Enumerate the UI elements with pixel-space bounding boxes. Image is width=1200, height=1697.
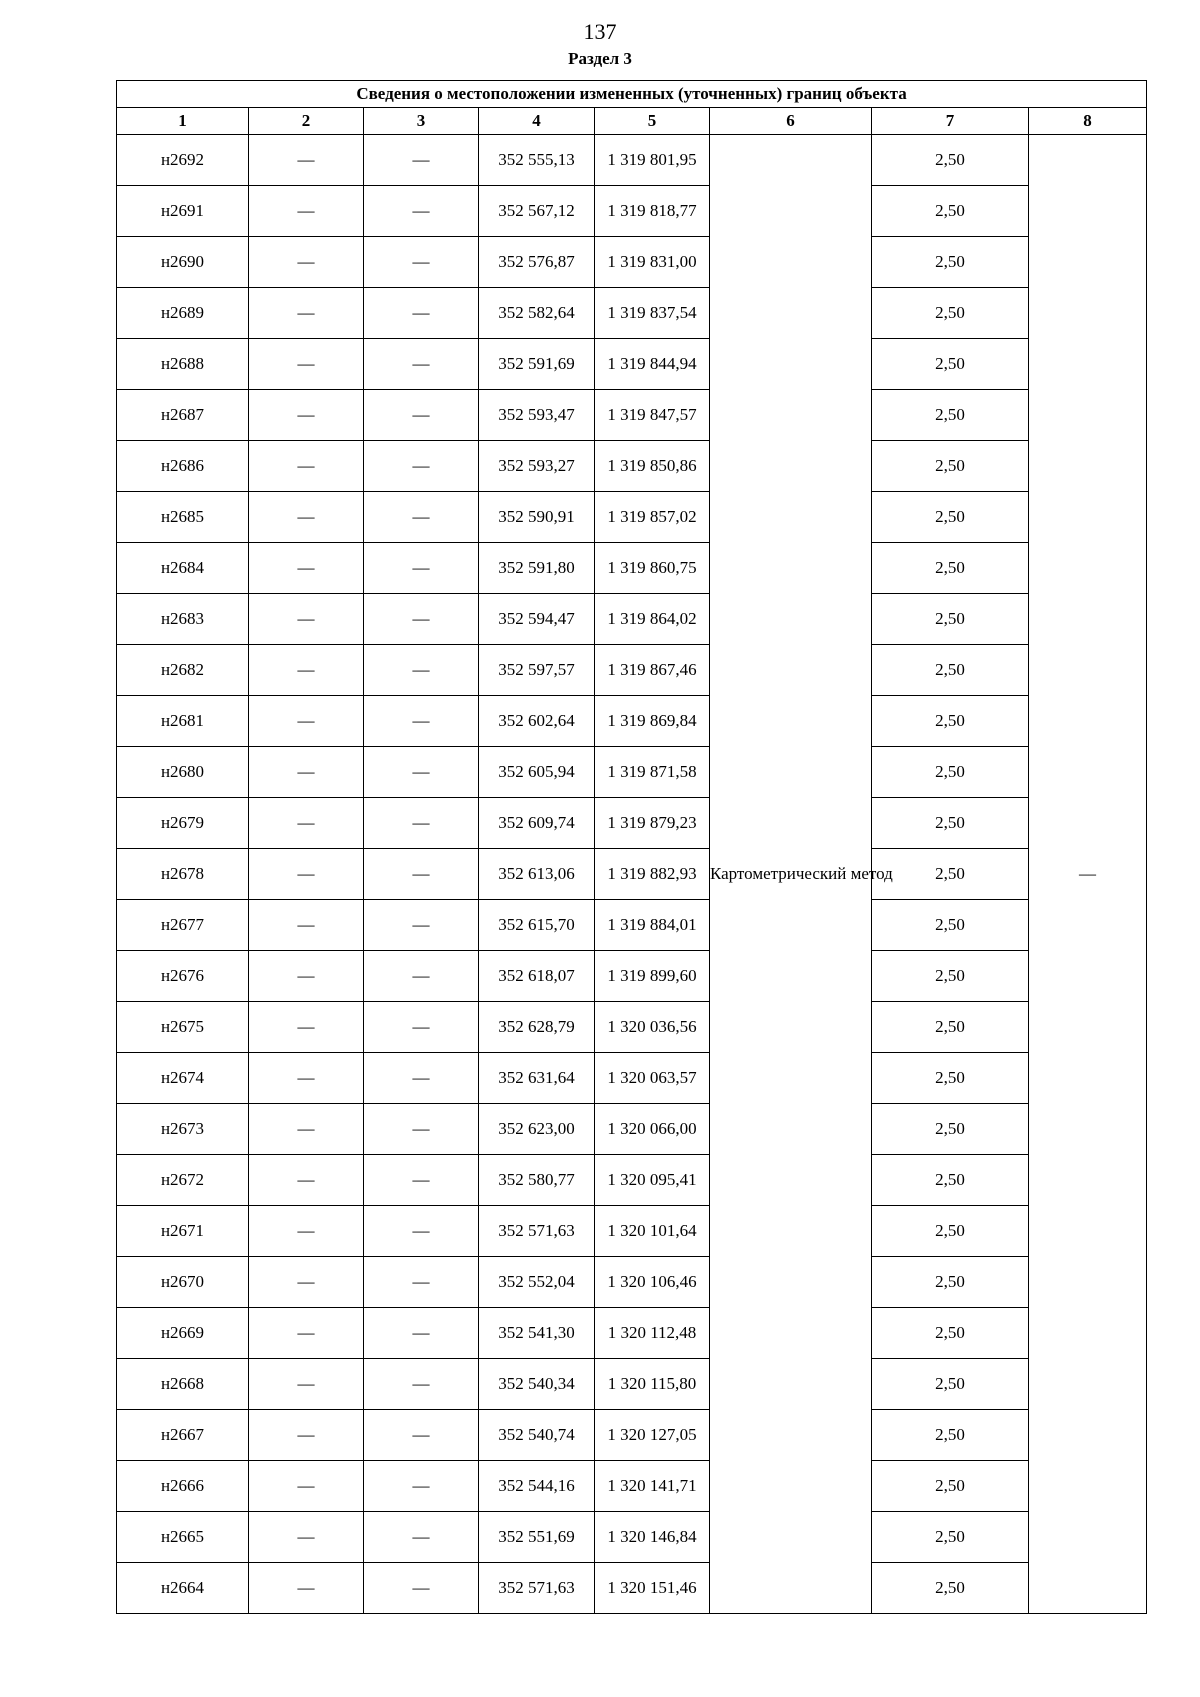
column-3-cell: — xyxy=(364,1359,479,1410)
x-coordinate-cell: 352 597,57 xyxy=(479,645,595,696)
column-2-cell: — xyxy=(249,1206,364,1257)
table-row xyxy=(117,288,1147,339)
y-coordinate-cell: 1 319 857,02 xyxy=(595,492,710,543)
x-coordinate-cell: 352 605,94 xyxy=(479,747,595,798)
y-coordinate-cell: 1 320 112,48 xyxy=(595,1308,710,1359)
table-row xyxy=(117,237,1147,288)
column-2-cell: — xyxy=(249,849,364,900)
point-name-cell: н2692 xyxy=(117,135,249,186)
point-name-cell: н2665 xyxy=(117,1512,249,1563)
x-coordinate-cell: 352 567,12 xyxy=(479,186,595,237)
table-row xyxy=(117,1512,1147,1563)
column-3-cell: — xyxy=(364,1512,479,1563)
table-row xyxy=(117,645,1147,696)
y-coordinate-cell: 1 320 101,64 xyxy=(595,1206,710,1257)
column-number-8: 8 xyxy=(1029,108,1147,135)
column-3-cell: — xyxy=(364,798,479,849)
point-name-cell: н2673 xyxy=(117,1104,249,1155)
table-row xyxy=(117,1104,1147,1155)
table-row xyxy=(117,951,1147,1002)
accuracy-cell: 2,50 xyxy=(872,594,1029,645)
column-3-cell: — xyxy=(364,1257,479,1308)
column-2-cell: — xyxy=(249,237,364,288)
column-2-cell: — xyxy=(249,1002,364,1053)
table-title: Сведения о местоположении измененных (уточненных) границ объекта xyxy=(117,81,1147,108)
x-coordinate-cell: 352 582,64 xyxy=(479,288,595,339)
point-name-cell: н2680 xyxy=(117,747,249,798)
y-coordinate-cell: 1 320 036,56 xyxy=(595,1002,710,1053)
column-number-5: 5 xyxy=(595,108,710,135)
accuracy-cell: 2,50 xyxy=(872,951,1029,1002)
y-coordinate-cell: 1 320 115,80 xyxy=(595,1359,710,1410)
y-coordinate-cell: 1 319 879,23 xyxy=(595,798,710,849)
x-coordinate-cell: 352 623,00 xyxy=(479,1104,595,1155)
accuracy-cell: 2,50 xyxy=(872,1155,1029,1206)
x-coordinate-cell: 352 580,77 xyxy=(479,1155,595,1206)
column-number-6: 6 xyxy=(710,108,872,135)
x-coordinate-cell: 352 628,79 xyxy=(479,1002,595,1053)
column-3-cell: — xyxy=(364,390,479,441)
accuracy-cell: 2,50 xyxy=(872,339,1029,390)
column-2-cell: — xyxy=(249,645,364,696)
x-coordinate-cell: 352 594,47 xyxy=(479,594,595,645)
point-name-cell: н2684 xyxy=(117,543,249,594)
accuracy-cell: 2,50 xyxy=(872,747,1029,798)
accuracy-cell: 2,50 xyxy=(872,1206,1029,1257)
column-2-cell: — xyxy=(249,390,364,441)
column-2-cell: — xyxy=(249,594,364,645)
table-row xyxy=(117,1563,1147,1614)
column-3-cell: — xyxy=(364,849,479,900)
y-coordinate-cell: 1 320 095,41 xyxy=(595,1155,710,1206)
column-2-cell: — xyxy=(249,1257,364,1308)
column-2-cell: — xyxy=(249,696,364,747)
x-coordinate-cell: 352 571,63 xyxy=(479,1563,595,1614)
table-row xyxy=(117,1206,1147,1257)
table-row xyxy=(117,492,1147,543)
table-row xyxy=(117,798,1147,849)
table-row xyxy=(117,747,1147,798)
accuracy-cell: 2,50 xyxy=(872,543,1029,594)
accuracy-cell: 2,50 xyxy=(872,186,1029,237)
column-2-cell: — xyxy=(249,186,364,237)
accuracy-cell: 2,50 xyxy=(872,441,1029,492)
accuracy-cell: 2,50 xyxy=(872,135,1029,186)
y-coordinate-cell: 1 320 066,00 xyxy=(595,1104,710,1155)
point-name-cell: н2667 xyxy=(117,1410,249,1461)
column-3-cell: — xyxy=(364,1206,479,1257)
y-coordinate-cell: 1 319 847,57 xyxy=(595,390,710,441)
table-row xyxy=(117,441,1147,492)
column-2-cell: — xyxy=(249,339,364,390)
table-row xyxy=(117,849,1147,900)
x-coordinate-cell: 352 591,69 xyxy=(479,339,595,390)
table-row xyxy=(117,1461,1147,1512)
table-row xyxy=(117,900,1147,951)
column-3-cell: — xyxy=(364,1104,479,1155)
column-3-cell: — xyxy=(364,645,479,696)
column-2-cell: — xyxy=(249,951,364,1002)
accuracy-cell: 2,50 xyxy=(872,1053,1029,1104)
column-3-cell: — xyxy=(364,747,479,798)
column-3-cell: — xyxy=(364,186,479,237)
column-3-cell: — xyxy=(364,900,479,951)
x-coordinate-cell: 352 544,16 xyxy=(479,1461,595,1512)
table-row xyxy=(117,543,1147,594)
point-name-cell: н2687 xyxy=(117,390,249,441)
table-body xyxy=(117,135,1147,1614)
accuracy-cell: 2,50 xyxy=(872,645,1029,696)
point-name-cell: н2677 xyxy=(117,900,249,951)
x-coordinate-cell: 352 590,91 xyxy=(479,492,595,543)
x-coordinate-cell: 352 613,06 xyxy=(479,849,595,900)
y-coordinate-cell: 1 319 884,01 xyxy=(595,900,710,951)
x-coordinate-cell: 352 631,64 xyxy=(479,1053,595,1104)
column-3-cell: — xyxy=(364,339,479,390)
column-2-cell: — xyxy=(249,1461,364,1512)
y-coordinate-cell: 1 319 869,84 xyxy=(595,696,710,747)
column-3-cell: — xyxy=(364,1155,479,1206)
y-coordinate-cell: 1 319 850,86 xyxy=(595,441,710,492)
x-coordinate-cell: 352 540,74 xyxy=(479,1410,595,1461)
y-coordinate-cell: 1 319 831,00 xyxy=(595,237,710,288)
accuracy-cell: 2,50 xyxy=(872,1563,1029,1614)
column-2-cell: — xyxy=(249,798,364,849)
accuracy-cell: 2,50 xyxy=(872,849,1029,900)
point-name-cell: н2688 xyxy=(117,339,249,390)
table-row xyxy=(117,594,1147,645)
y-coordinate-cell: 1 320 106,46 xyxy=(595,1257,710,1308)
column-number-2: 2 xyxy=(249,108,364,135)
point-name-cell: н2691 xyxy=(117,186,249,237)
y-coordinate-cell: 1 319 801,95 xyxy=(595,135,710,186)
y-coordinate-cell: 1 319 867,46 xyxy=(595,645,710,696)
point-name-cell: н2675 xyxy=(117,1002,249,1053)
x-coordinate-cell: 352 555,13 xyxy=(479,135,595,186)
y-coordinate-cell: 1 320 141,71 xyxy=(595,1461,710,1512)
table-row xyxy=(117,339,1147,390)
column-3-cell: — xyxy=(364,1410,479,1461)
column-2-cell: — xyxy=(249,1053,364,1104)
x-coordinate-cell: 352 571,63 xyxy=(479,1206,595,1257)
column-3-cell: — xyxy=(364,1461,479,1512)
column-3-cell: — xyxy=(364,1563,479,1614)
point-name-cell: н2674 xyxy=(117,1053,249,1104)
column-2-cell: — xyxy=(249,1359,364,1410)
table-row xyxy=(117,1053,1147,1104)
table-row xyxy=(117,390,1147,441)
table-row xyxy=(117,1359,1147,1410)
point-name-cell: н2689 xyxy=(117,288,249,339)
y-coordinate-cell: 1 319 882,93 xyxy=(595,849,710,900)
column-3-cell: — xyxy=(364,543,479,594)
y-coordinate-cell: 1 320 151,46 xyxy=(595,1563,710,1614)
table-row xyxy=(117,1410,1147,1461)
column-2-cell: — xyxy=(249,1308,364,1359)
column-2-cell: — xyxy=(249,288,364,339)
column-2-cell: — xyxy=(249,1155,364,1206)
column-3-cell: — xyxy=(364,951,479,1002)
y-coordinate-cell: 1 319 818,77 xyxy=(595,186,710,237)
point-name-cell: н2670 xyxy=(117,1257,249,1308)
column-3-cell: — xyxy=(364,135,479,186)
method-cell: Картометрический метод xyxy=(710,135,872,1614)
x-coordinate-cell: 352 618,07 xyxy=(479,951,595,1002)
x-coordinate-cell: 352 552,04 xyxy=(479,1257,595,1308)
column-number-1: 1 xyxy=(117,108,249,135)
column-2-cell: — xyxy=(249,900,364,951)
y-coordinate-cell: 1 319 844,94 xyxy=(595,339,710,390)
page-number: 137 xyxy=(583,19,617,44)
y-coordinate-cell: 1 319 860,75 xyxy=(595,543,710,594)
table-row xyxy=(117,696,1147,747)
column-3-cell: — xyxy=(364,1053,479,1104)
point-name-cell: н2666 xyxy=(117,1461,249,1512)
column-2-cell: — xyxy=(249,135,364,186)
x-coordinate-cell: 352 602,64 xyxy=(479,696,595,747)
point-name-cell: н2669 xyxy=(117,1308,249,1359)
column-2-cell: — xyxy=(249,543,364,594)
table-row xyxy=(117,1257,1147,1308)
column-3-cell: — xyxy=(364,492,479,543)
accuracy-cell: 2,50 xyxy=(872,1461,1029,1512)
column-2-cell: — xyxy=(249,1512,364,1563)
column-3-cell: — xyxy=(364,1308,479,1359)
x-coordinate-cell: 352 591,80 xyxy=(479,543,595,594)
column-3-cell: — xyxy=(364,696,479,747)
point-name-cell: н2676 xyxy=(117,951,249,1002)
table-row xyxy=(117,1002,1147,1053)
y-coordinate-cell: 1 319 871,58 xyxy=(595,747,710,798)
y-coordinate-cell: 1 319 899,60 xyxy=(595,951,710,1002)
point-name-cell: н2682 xyxy=(117,645,249,696)
x-coordinate-cell: 352 593,47 xyxy=(479,390,595,441)
point-name-cell: н2678 xyxy=(117,849,249,900)
x-coordinate-cell: 352 576,87 xyxy=(479,237,595,288)
point-name-cell: н2671 xyxy=(117,1206,249,1257)
x-coordinate-cell: 352 615,70 xyxy=(479,900,595,951)
x-coordinate-cell: 352 540,34 xyxy=(479,1359,595,1410)
y-coordinate-cell: 1 319 864,02 xyxy=(595,594,710,645)
column-2-cell: — xyxy=(249,1104,364,1155)
boundary-coordinates-table xyxy=(116,80,1147,1614)
point-name-cell: н2664 xyxy=(117,1563,249,1614)
accuracy-cell: 2,50 xyxy=(872,696,1029,747)
y-coordinate-cell: 1 320 146,84 xyxy=(595,1512,710,1563)
column-3-cell: — xyxy=(364,1002,479,1053)
accuracy-cell: 2,50 xyxy=(872,1410,1029,1461)
accuracy-cell: 2,50 xyxy=(872,1104,1029,1155)
accuracy-cell: 2,50 xyxy=(872,1308,1029,1359)
column-2-cell: — xyxy=(249,441,364,492)
y-coordinate-cell: 1 320 063,57 xyxy=(595,1053,710,1104)
point-name-cell: н2686 xyxy=(117,441,249,492)
accuracy-cell: 2,50 xyxy=(872,1359,1029,1410)
point-name-cell: н2690 xyxy=(117,237,249,288)
accuracy-cell: 2,50 xyxy=(872,288,1029,339)
accuracy-cell: 2,50 xyxy=(872,237,1029,288)
table-row xyxy=(117,1155,1147,1206)
x-coordinate-cell: 352 609,74 xyxy=(479,798,595,849)
column-2-cell: — xyxy=(249,492,364,543)
x-coordinate-cell: 352 551,69 xyxy=(479,1512,595,1563)
point-name-cell: н2681 xyxy=(117,696,249,747)
column-3-cell: — xyxy=(364,594,479,645)
column-2-cell: — xyxy=(249,1410,364,1461)
column-3-cell: — xyxy=(364,288,479,339)
table-row xyxy=(117,135,1147,186)
x-coordinate-cell: 352 593,27 xyxy=(479,441,595,492)
column-8-cell: — xyxy=(1029,135,1147,1614)
y-coordinate-cell: 1 320 127,05 xyxy=(595,1410,710,1461)
accuracy-cell: 2,50 xyxy=(872,1512,1029,1563)
column-2-cell: — xyxy=(249,747,364,798)
column-number-4: 4 xyxy=(479,108,595,135)
accuracy-cell: 2,50 xyxy=(872,1002,1029,1053)
section-title: Раздел 3 xyxy=(568,49,632,68)
column-2-cell: — xyxy=(249,1563,364,1614)
point-name-cell: н2679 xyxy=(117,798,249,849)
accuracy-cell: 2,50 xyxy=(872,798,1029,849)
accuracy-cell: 2,50 xyxy=(872,492,1029,543)
accuracy-cell: 2,50 xyxy=(872,1257,1029,1308)
y-coordinate-cell: 1 319 837,54 xyxy=(595,288,710,339)
accuracy-cell: 2,50 xyxy=(872,900,1029,951)
column-number-7: 7 xyxy=(872,108,1029,135)
column-number-row xyxy=(117,108,1147,135)
point-name-cell: н2672 xyxy=(117,1155,249,1206)
table-row xyxy=(117,1308,1147,1359)
accuracy-cell: 2,50 xyxy=(872,390,1029,441)
point-name-cell: н2668 xyxy=(117,1359,249,1410)
column-3-cell: — xyxy=(364,441,479,492)
point-name-cell: н2683 xyxy=(117,594,249,645)
point-name-cell: н2685 xyxy=(117,492,249,543)
table-row xyxy=(117,186,1147,237)
column-3-cell: — xyxy=(364,237,479,288)
x-coordinate-cell: 352 541,30 xyxy=(479,1308,595,1359)
column-number-3: 3 xyxy=(364,108,479,135)
